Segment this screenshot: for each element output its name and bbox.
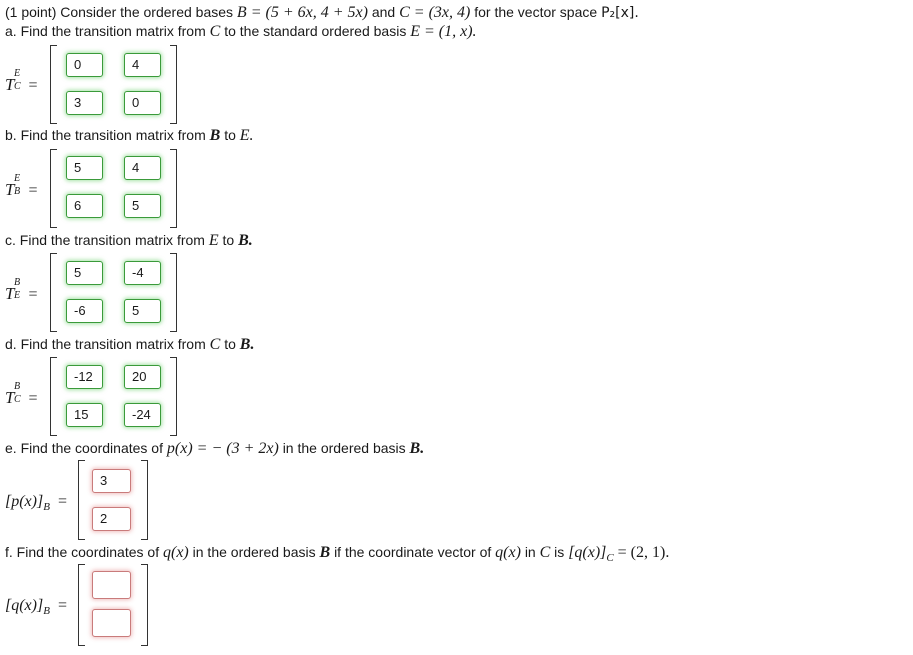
intro-text: Consider the ordered bases bbox=[60, 4, 234, 20]
part-a-text: a. Find the transition matrix from bbox=[5, 23, 206, 39]
part-a-entry-11[interactable]: 0 bbox=[66, 53, 103, 77]
part-a-entry-22[interactable]: 0 bbox=[124, 91, 161, 115]
part-c-left-bracket bbox=[50, 253, 57, 332]
part-d-prompt bbox=[5, 335, 254, 354]
part-e-entry-2[interactable]: 2 bbox=[92, 507, 131, 531]
part-f-if-text: if the coordinate vector of bbox=[334, 544, 492, 560]
part-e-lhs-sub: B bbox=[43, 501, 50, 513]
part-c-entry-11[interactable]: 5 bbox=[66, 261, 103, 285]
part-b-symbol: T E B bbox=[5, 173, 21, 199]
part-d-entry-11[interactable]: -12 bbox=[66, 365, 103, 389]
part-c-text: c. Find the transition matrix from bbox=[5, 232, 205, 248]
part-b-entry-22[interactable]: 5 bbox=[124, 194, 161, 218]
part-d-to-word: to bbox=[224, 336, 236, 352]
part-a-entry-21[interactable]: 3 bbox=[66, 91, 103, 115]
part-f-is-text: is bbox=[554, 544, 565, 560]
part-f-basis: B bbox=[319, 544, 331, 561]
part-a-symbol: T E C bbox=[5, 68, 21, 94]
part-c-symbol: T B E bbox=[5, 277, 21, 303]
part-e-polynomial: p(x) = − (3 + 2x) bbox=[166, 440, 279, 457]
part-a-from: C bbox=[209, 23, 221, 40]
part-e-left-bracket bbox=[78, 460, 85, 540]
part-e-middle: in the ordered basis bbox=[282, 440, 406, 456]
part-f-entry-1[interactable] bbox=[92, 571, 131, 599]
part-b-text: b. Find the transition matrix from bbox=[5, 127, 206, 143]
part-a-basis-e: E = (1, x). bbox=[410, 23, 477, 40]
part-b-lhs: T E B = bbox=[5, 173, 38, 199]
part-d-entry-21[interactable]: 15 bbox=[66, 403, 103, 427]
part-e-text: e. Find the coordinates of bbox=[5, 440, 163, 456]
part-b-left-bracket bbox=[50, 149, 57, 228]
part-d-entry-22[interactable]: -24 bbox=[124, 403, 161, 427]
part-b-to: E. bbox=[239, 127, 254, 144]
part-b-entry-11[interactable]: 5 bbox=[66, 156, 103, 180]
part-c-from: E bbox=[208, 232, 219, 249]
part-d-right-bracket bbox=[170, 357, 177, 436]
points-label: (1 point) bbox=[5, 4, 57, 20]
part-f-entry-2[interactable] bbox=[92, 609, 131, 637]
part-c-entry-12[interactable]: -4 bbox=[124, 261, 161, 285]
part-f-lhs-sub: B bbox=[43, 605, 50, 617]
part-f-left-bracket bbox=[78, 564, 85, 646]
part-e-lhs-symbol: [p(x)] bbox=[5, 493, 44, 510]
part-e-lhs: $[p(x)]_B$ = bbox=[5, 493, 67, 513]
part-e-entry-1[interactable]: 3 bbox=[92, 469, 131, 493]
part-b-entry-12[interactable]: 4 bbox=[124, 156, 161, 180]
part-d-to: B. bbox=[239, 336, 255, 353]
part-f-middle: in the ordered basis bbox=[192, 544, 316, 560]
part-d-left-bracket bbox=[50, 357, 57, 436]
part-a-prompt bbox=[5, 22, 477, 41]
part-d-entry-12[interactable]: 20 bbox=[124, 365, 161, 389]
part-d-symbol: T B C bbox=[5, 381, 21, 407]
part-c-to: B. bbox=[238, 232, 253, 249]
part-c-entry-21[interactable]: -6 bbox=[66, 299, 103, 323]
basis-c-definition: C = (3x, 4) bbox=[399, 4, 471, 21]
part-f-polynomial-2: q(x) bbox=[495, 544, 521, 561]
part-c-right-bracket bbox=[170, 253, 177, 332]
part-c-entry-22[interactable]: 5 bbox=[124, 299, 161, 323]
part-c-to-word: to bbox=[222, 232, 235, 248]
part-f-lhs: $[q(x)]_B$ = bbox=[5, 597, 67, 617]
part-d-text: d. Find the transition matrix from bbox=[5, 336, 206, 352]
part-e-right-bracket bbox=[141, 460, 148, 540]
and-text: and bbox=[371, 4, 396, 20]
part-e-basis: B. bbox=[409, 440, 425, 457]
part-d-from: C bbox=[209, 336, 221, 353]
part-b-prompt bbox=[5, 126, 254, 145]
part-a-entry-12[interactable]: 4 bbox=[124, 53, 161, 77]
part-b-from: B bbox=[209, 127, 221, 144]
part-a-lhs: T E C = bbox=[5, 68, 38, 94]
part-f-given-value: = (2, 1). bbox=[617, 544, 670, 561]
part-b-right-bracket bbox=[170, 149, 177, 228]
problem-statement bbox=[5, 3, 639, 22]
part-c-lhs: T B E = bbox=[5, 277, 38, 303]
part-f-polynomial: q(x) bbox=[162, 544, 189, 561]
part-f-prompt bbox=[5, 543, 669, 563]
part-f-given-sub: C bbox=[606, 552, 614, 564]
vector-space-symbol: P₂[x]. bbox=[601, 5, 639, 21]
part-a-left-bracket bbox=[50, 45, 57, 124]
part-f-in-text: in bbox=[524, 544, 536, 560]
part-f-right-bracket bbox=[141, 564, 148, 646]
part-f-given-vector: [q(x)] bbox=[568, 544, 607, 561]
part-b-to-word: to bbox=[224, 127, 236, 143]
part-d-lhs: T B C = bbox=[5, 381, 38, 407]
part-c-prompt bbox=[5, 231, 253, 250]
part-a-right-bracket bbox=[170, 45, 177, 124]
part-a-middle: to the standard ordered basis bbox=[224, 23, 407, 39]
part-f-text: f. Find the coordinates of bbox=[5, 544, 160, 560]
for-text: for the vector space bbox=[474, 4, 598, 20]
part-f-lhs-symbol: [q(x)] bbox=[5, 597, 44, 614]
part-e-prompt bbox=[5, 439, 424, 458]
part-b-entry-21[interactable]: 6 bbox=[66, 194, 103, 218]
basis-b-definition: B = (5 + 6x, 4 + 5x) bbox=[236, 4, 368, 21]
part-f-basis-c: C bbox=[539, 544, 551, 561]
